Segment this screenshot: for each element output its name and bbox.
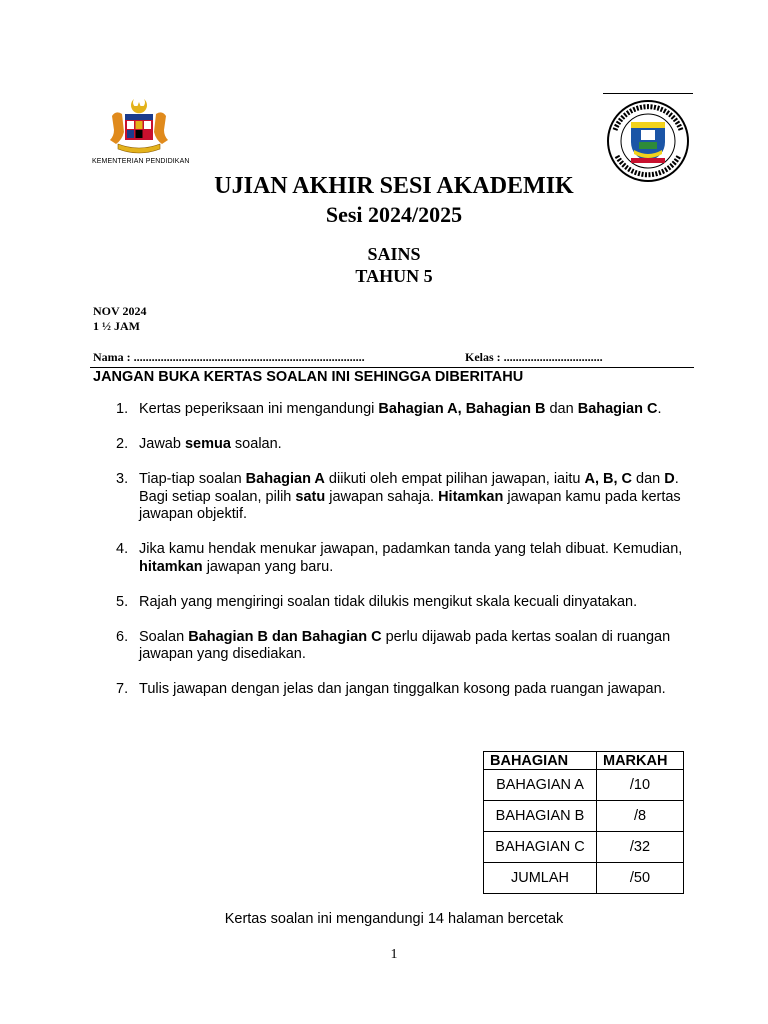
column-header-section: BAHAGIAN <box>484 752 597 770</box>
instruction-number: 5. <box>116 593 129 610</box>
coat-of-arms-icon <box>108 96 170 156</box>
table-row <box>484 801 684 832</box>
emblem-rule <box>603 93 693 94</box>
instruction-item <box>93 436 693 454</box>
instruction-text: Kertas peperiksaan ini mengandungi Bahagian A, Bahagian B dan Bahagian C. <box>139 401 662 417</box>
marks-cell: /10 <box>597 770 684 801</box>
session-title: Sesi 2024/2025 <box>325 202 463 227</box>
total-label: JUMLAH <box>484 863 597 894</box>
exam-duration: 1 ½ JAM <box>93 319 140 333</box>
ministry-name: KEMENTERIAN PENDIDIKAN <box>92 158 190 165</box>
class-field[interactable]: Kelas : ................................. <box>465 350 603 364</box>
instruction-item <box>93 541 693 576</box>
page-number: 1 <box>390 947 398 962</box>
instruction-item <box>93 594 693 612</box>
table-row <box>484 832 684 863</box>
page-count-note: Kertas soalan ini mengandungi 14 halaman bercetak <box>224 911 564 927</box>
name-field[interactable]: Nama : ............................................................................. <box>93 350 365 364</box>
instruction-text: Jawab semua soalan. <box>139 436 282 452</box>
section-label: BAHAGIAN A <box>484 770 597 801</box>
instruction-number: 7. <box>116 681 129 697</box>
table-row <box>484 770 684 801</box>
instruction-text: Tulis jawapan dengan jelas dan jangan tinggalkan kosong pada ruangan jawapan. <box>139 681 666 697</box>
header-divider <box>90 367 694 368</box>
instruction-text: Tiap-tiap soalan Bahagian A diikuti oleh empat pilihan jawapan, iaitu A, B, C dan D. Bagi setiap soalan, pilih satu jawapan sahaja. Hitamkan jawapan kamu pada kertas jawapan objektif. <box>139 471 681 522</box>
total-marks-cell: /50 <box>597 863 684 894</box>
warning-notice: JANGAN BUKA KERTAS SOALAN INI SEHINGGA DIBERITAHU <box>93 369 524 385</box>
instruction-number: 3. <box>116 471 129 487</box>
instruction-item <box>93 401 693 419</box>
column-header-marks: MARKAH <box>597 752 684 770</box>
marks-cell: /32 <box>597 832 684 863</box>
instruction-item <box>93 681 693 699</box>
instruction-text: Soalan Bahagian B dan Bahagian C perlu dijawab pada kertas soalan di ruangan jawapan yang disediakan. <box>139 628 671 662</box>
section-label: BAHAGIAN C <box>484 832 597 863</box>
subject-title: SAINS <box>367 244 421 264</box>
ministry-logo <box>92 96 192 165</box>
instruction-number: 2. <box>116 436 129 452</box>
instruction-number: 1. <box>116 401 129 417</box>
instruction-text: Jika kamu hendak menukar jawapan, padamkan tanda yang telah dibuat. Kemudian, hitamkan jawapan yang baru. <box>139 541 683 575</box>
marks-table-header <box>484 752 684 770</box>
year-title: TAHUN 5 <box>355 266 433 286</box>
exam-date: NOV 2024 <box>93 304 147 318</box>
section-label: BAHAGIAN B <box>484 801 597 832</box>
marks-table <box>483 751 684 894</box>
exam-title: UJIAN AKHIR SESI AKADEMIK <box>214 173 574 199</box>
instruction-number: 6. <box>116 628 129 645</box>
instruction-item <box>93 471 693 524</box>
table-row <box>484 863 684 894</box>
instruction-number: 4. <box>116 541 129 557</box>
instruction-text: Rajah yang mengiringi soalan tidak dilukis mengikut skala kecuali dinyatakan. <box>139 593 638 610</box>
instructions-list <box>93 401 693 716</box>
marks-cell: /8 <box>597 801 684 832</box>
school-crest-icon <box>601 100 695 184</box>
instruction-item <box>93 629 693 664</box>
